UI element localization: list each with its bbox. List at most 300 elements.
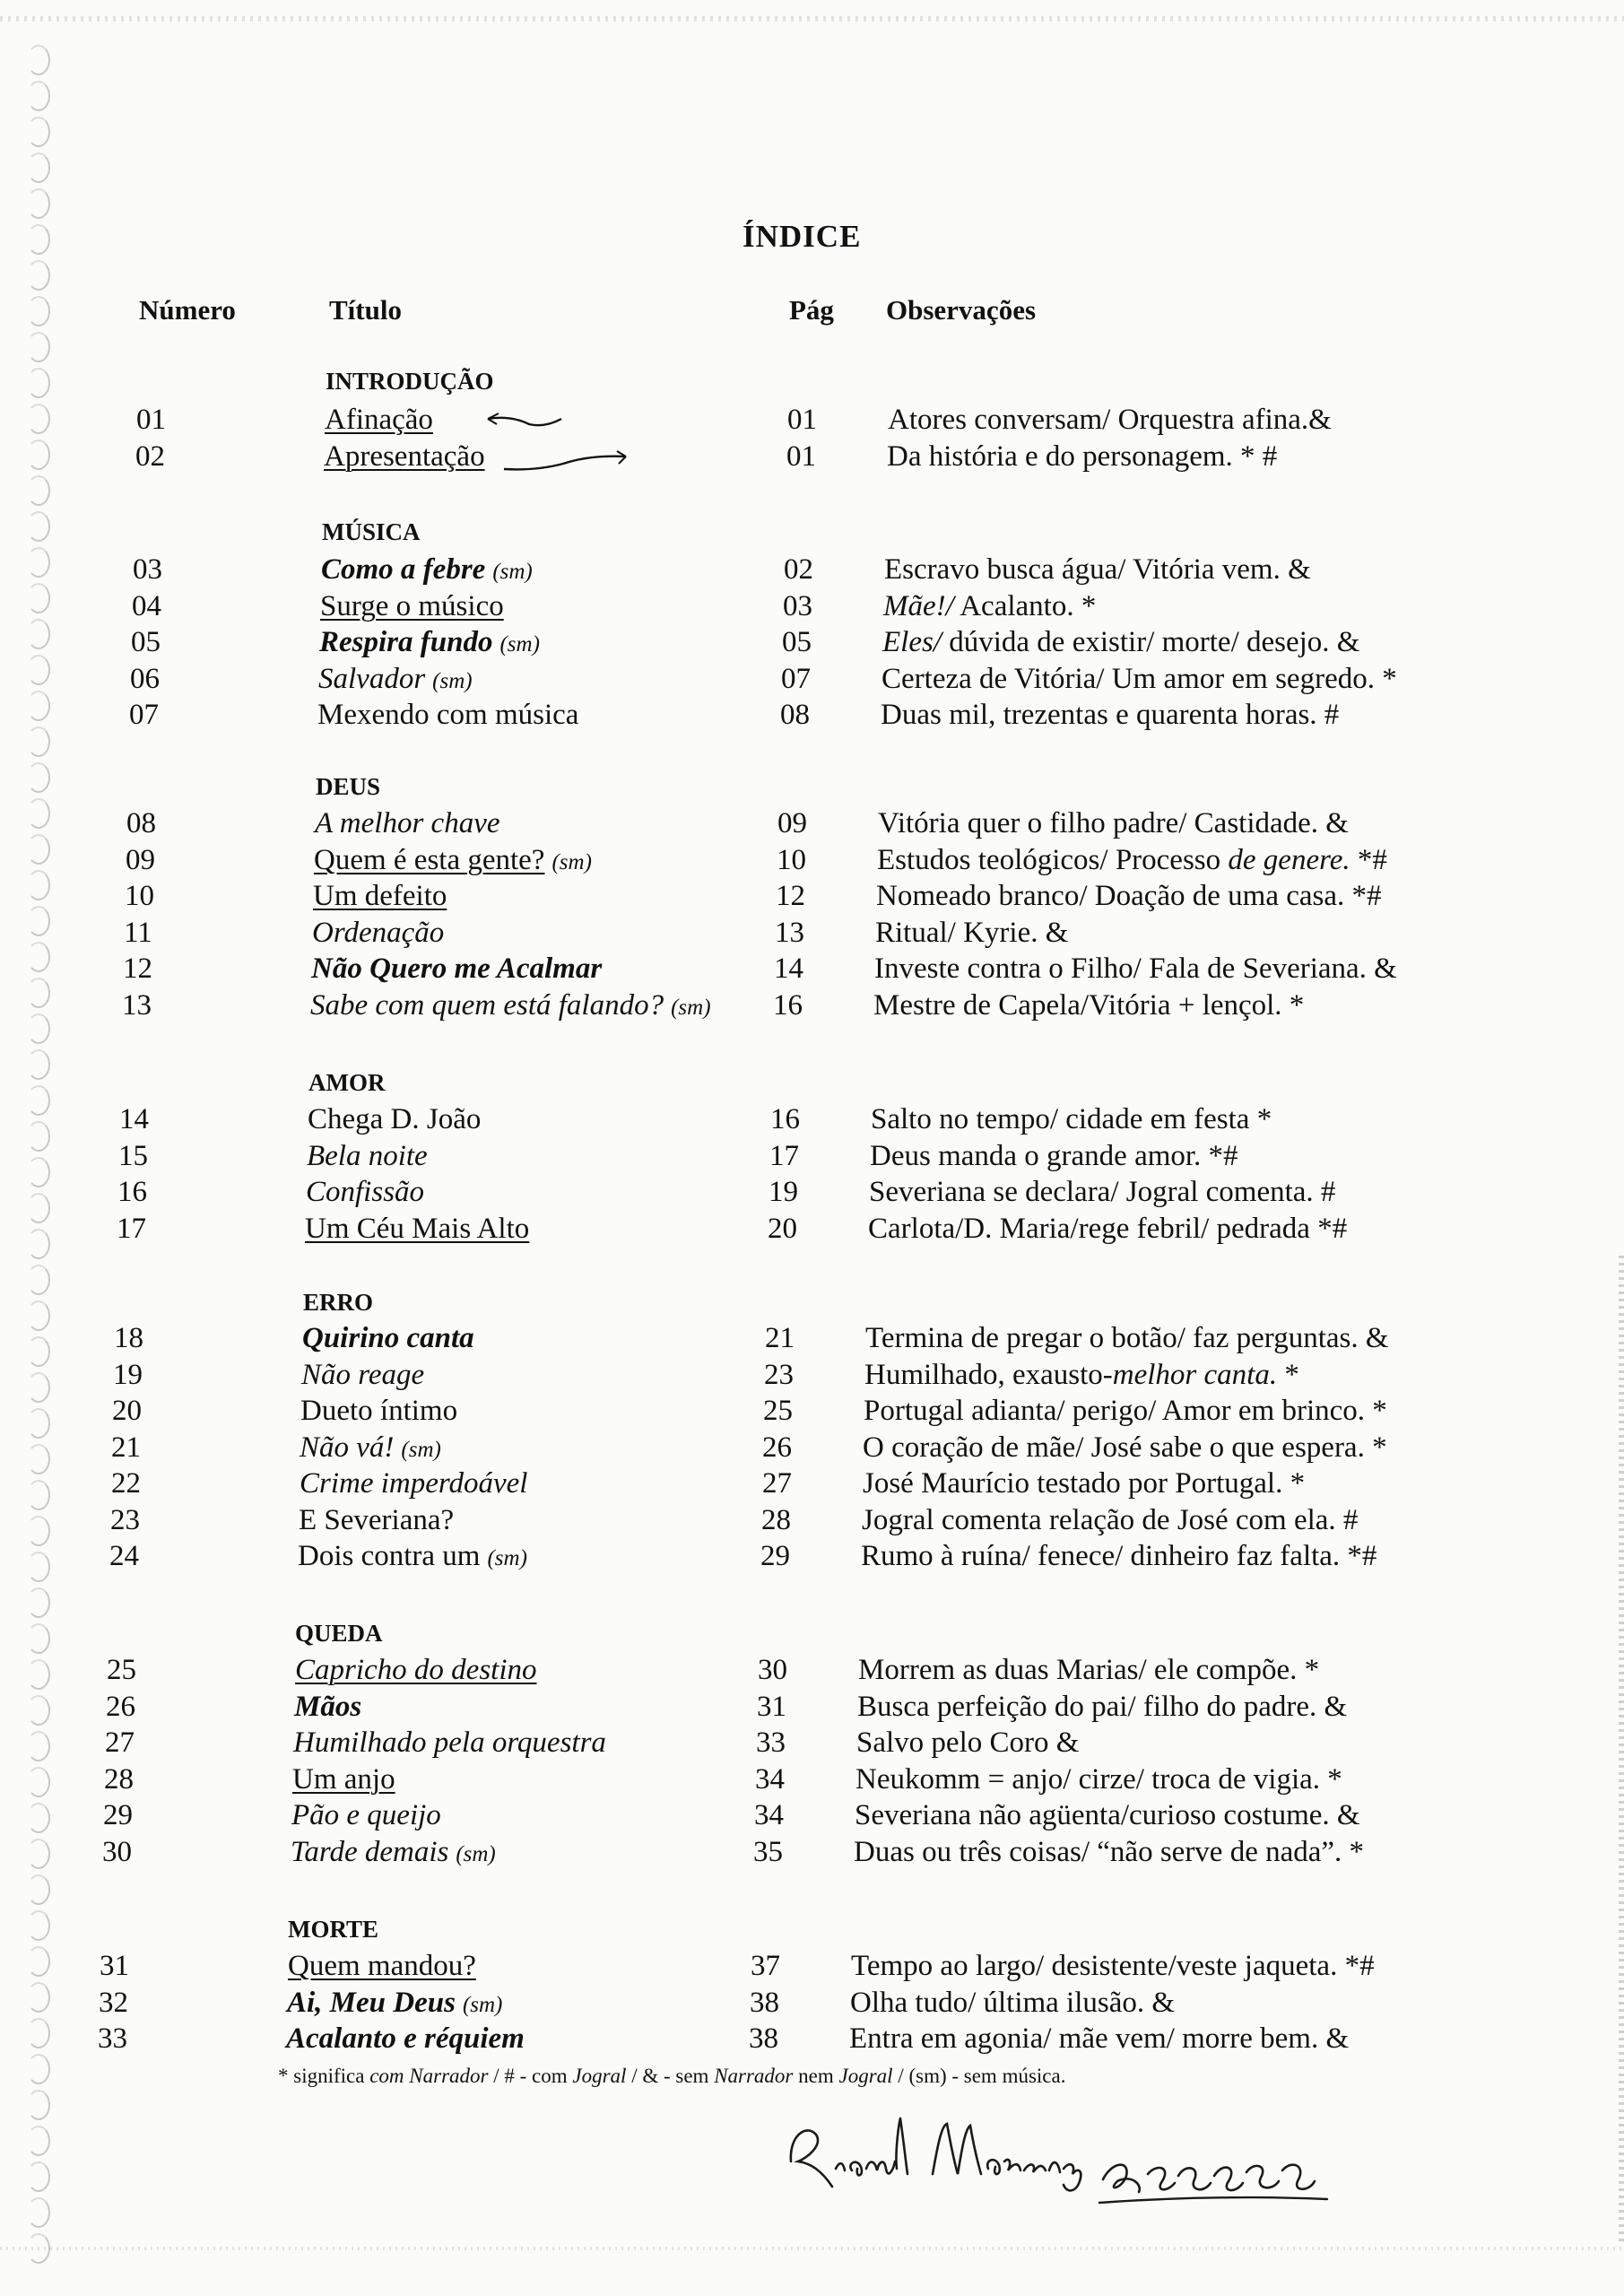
observacao-text: Portugal adianta/ perigo/ Amor em brinco. *: [864, 1395, 1387, 1427]
row-title-cell: [319, 624, 540, 663]
row-number: 30: [102, 1836, 132, 1868]
binder-hole: [27, 224, 50, 255]
observacao-text: Nomeado branco/ Doação de uma casa. *#: [876, 880, 1382, 912]
binder-hole: [27, 117, 50, 147]
row-observacao: [864, 1393, 1387, 1429]
row-title-cell: [308, 1101, 481, 1137]
signature-text: Ricardo Moreira: [897, 2206, 903, 2207]
footnote-text: nem: [793, 2065, 839, 2087]
row-observacao: [887, 439, 1277, 474]
row-observacao: [878, 805, 1349, 841]
row-number: 02: [135, 440, 165, 473]
binder-hole: [27, 260, 50, 291]
binder-hole: [27, 2090, 50, 2120]
index-row: [0, 439, 1624, 474]
row-observacao: [855, 1761, 1342, 1797]
row-title: Acalanto e réquiem: [286, 2022, 525, 2055]
row-page: 10: [777, 844, 806, 876]
row-observacao: [876, 878, 1382, 914]
row-title-cell: [302, 1320, 474, 1356]
binder-hole: [27, 2161, 50, 2192]
index-row: [0, 1138, 1624, 1174]
row-title: Humilhado pela orquestra: [293, 1726, 606, 1759]
observacao-text: Duas ou três coisas/ “não serve de nada”. *: [854, 1836, 1365, 1868]
binder-hole: [27, 2233, 50, 2264]
row-page: 27: [762, 1467, 792, 1500]
row-title: Dois contra um: [298, 1540, 481, 1572]
observacao-text: Olha tudo/ última ilusão. &: [850, 1987, 1176, 2019]
observacao-italic: Eles/: [882, 626, 942, 658]
row-page: 02: [784, 553, 813, 586]
row-number: 13: [122, 989, 152, 1022]
observacao-text: Ritual/ Kyrie. &: [875, 917, 1069, 949]
row-observacao: [888, 402, 1332, 438]
row-observacao: [849, 2021, 1349, 2057]
row-title: Surge o músico: [320, 590, 504, 622]
index-row: [0, 951, 1624, 987]
observacao-text: Vitória quer o filho padre/ Castidade. &: [878, 807, 1349, 839]
row-title-cell: [291, 1834, 496, 1873]
row-number: 19: [113, 1359, 143, 1391]
sem-musica-tag: (sm): [671, 996, 711, 1020]
row-number: 06: [130, 663, 160, 695]
scan-artifact-bottom: [0, 2247, 1624, 2250]
sem-musica-tag: (sm): [432, 669, 473, 693]
row-title: Um Céu Mais Alto: [305, 1213, 530, 1245]
row-observacao: [851, 1948, 1375, 1984]
index-row: [0, 1393, 1624, 1429]
row-observacao: [875, 915, 1068, 951]
row-page: 38: [750, 1987, 779, 2019]
observacao-text: Severiana não agüenta/curioso costume. &: [855, 1799, 1360, 1831]
index-row: [0, 915, 1624, 951]
row-title: Apresentação: [324, 440, 485, 473]
row-number: 15: [118, 1140, 148, 1172]
index-row: [0, 624, 1624, 660]
observacao-text: Estudos teológicos/ Processo: [877, 844, 1229, 876]
row-number: 05: [131, 626, 161, 658]
observacao-italic: de genere.: [1228, 844, 1350, 876]
row-title-cell: [314, 842, 592, 881]
row-title-cell: [292, 1761, 395, 1797]
section-heading: AMOR: [308, 1069, 386, 1096]
row-number: 08: [126, 807, 156, 839]
observacao-text: Humilhado, exausto-: [864, 1359, 1113, 1391]
index-row: [0, 1985, 1624, 2021]
row-observacao: [858, 1652, 1319, 1688]
row-title-cell: [300, 1430, 441, 1468]
row-observacao: [882, 624, 1359, 660]
index-row: [0, 1101, 1624, 1137]
index-row: [0, 552, 1624, 587]
row-title-cell: [311, 951, 602, 987]
section-heading: INTRODUÇÃO: [326, 368, 494, 395]
observacao-text: O coração de mãe/ José sabe o que espera. *: [863, 1431, 1387, 1464]
row-page: 05: [782, 626, 812, 658]
row-observacao: [863, 1430, 1387, 1465]
index-row: [0, 1538, 1624, 1574]
sem-musica-tag: (sm): [401, 1438, 441, 1462]
row-page: 03: [783, 590, 812, 622]
footnote-text: / # - com: [488, 2065, 573, 2087]
row-page: 30: [758, 1654, 787, 1686]
row-observacao: [870, 1138, 1238, 1174]
row-number: 28: [104, 1763, 134, 1796]
row-title: Um anjo: [292, 1763, 395, 1796]
row-title: Um defeito: [313, 880, 447, 912]
row-title-cell: [288, 1948, 476, 1984]
row-page: 34: [754, 1799, 784, 1831]
observacao-text: Carlota/D. Maria/rege febril/ pedrada *#: [868, 1213, 1348, 1245]
binder-hole: [27, 1587, 50, 1618]
row-number: 16: [117, 1176, 147, 1208]
row-page: 23: [764, 1359, 794, 1391]
handwritten-arrow-icon: [500, 444, 635, 474]
row-number: 22: [111, 1467, 141, 1500]
handwritten-signature: [780, 2099, 1408, 2215]
page-title: ÍNDICE: [743, 219, 862, 254]
row-number: 21: [111, 1431, 141, 1464]
row-title-cell: [305, 1211, 529, 1247]
row-title-cell: [301, 1357, 424, 1393]
observacao-text: Investe contra o Filho/ Fala de Severiana. &: [874, 952, 1397, 985]
row-number: 10: [125, 880, 154, 912]
row-title: Salvador: [318, 663, 426, 695]
row-title: Confissão: [306, 1176, 425, 1208]
binder-hole: [27, 1265, 50, 1295]
row-number: 04: [132, 590, 161, 622]
binder-hole: [27, 475, 50, 506]
column-header-pag: Pág: [789, 294, 834, 326]
row-observacao: [861, 1538, 1376, 1574]
row-observacao: [850, 1985, 1175, 2021]
row-observacao: [854, 1834, 1364, 1870]
section-heading: DEUS: [316, 773, 381, 800]
binder-hole: [27, 1623, 50, 1654]
row-title-cell: [293, 1725, 606, 1761]
row-number: 32: [99, 1987, 128, 2019]
row-observacao: [881, 697, 1339, 733]
index-row: [0, 1502, 1624, 1538]
index-row: [0, 805, 1624, 841]
row-page: 34: [755, 1763, 785, 1796]
row-title: Mãos: [294, 1691, 362, 1723]
row-title: Tarde demais: [291, 1836, 449, 1868]
row-title: Quem mandou?: [288, 1950, 476, 1982]
row-title: Quem é esta gente?: [314, 844, 545, 876]
row-observacao: [856, 1725, 1079, 1761]
footnote-text: Jogral: [572, 2065, 627, 2087]
row-title: Não reage: [301, 1359, 425, 1391]
row-page: 07: [781, 663, 811, 695]
footnote-text: com Narrador: [369, 2065, 489, 2087]
row-number: 18: [114, 1322, 143, 1354]
row-title: Não Quero me Acalmar: [311, 952, 603, 985]
row-page: 01: [787, 404, 817, 436]
row-number: 24: [109, 1540, 139, 1572]
signature-number: 25032553: [1139, 2206, 1142, 2207]
row-observacao: [874, 951, 1397, 987]
binder-hole: [27, 368, 50, 398]
footnote-text: / & - sem: [626, 2065, 715, 2087]
index-row: [0, 1761, 1624, 1797]
row-observacao: [857, 1689, 1347, 1725]
index-row: [0, 842, 1624, 878]
column-header-numero: Número: [139, 294, 236, 326]
row-page: 35: [753, 1836, 783, 1868]
row-number: 07: [129, 699, 159, 731]
binder-hole: [27, 2197, 50, 2228]
row-page: 25: [763, 1395, 793, 1427]
row-page: 01: [786, 440, 816, 473]
row-number: 03: [133, 553, 162, 586]
row-observacao: [871, 1101, 1272, 1137]
binder-hole: [27, 45, 50, 75]
row-title: Ordenação: [312, 917, 445, 949]
binder-hole: [27, 1049, 50, 1080]
section-heading: QUEDA: [295, 1620, 383, 1647]
row-title-cell: [291, 1797, 441, 1833]
observacao-text: Da história e do personagem. * #: [887, 440, 1278, 473]
row-number: 27: [105, 1726, 135, 1759]
section-heading: MÚSICA: [322, 518, 421, 545]
row-observacao: [877, 842, 1387, 878]
row-number: 20: [112, 1395, 142, 1427]
row-title-cell: [313, 878, 447, 914]
index-row: [0, 1797, 1624, 1833]
row-title-cell: [318, 661, 473, 700]
index-row: [0, 1357, 1624, 1393]
row-title: Bela noite: [307, 1140, 428, 1172]
row-title-cell: [320, 588, 504, 624]
observacao-text: Mestre de Capela/Vitória + lençol. *: [873, 989, 1305, 1022]
binder-hole: [27, 152, 50, 183]
row-number: 26: [106, 1691, 135, 1723]
row-title-cell: [325, 402, 433, 438]
observacao-text: Acalanto. *: [953, 590, 1097, 622]
row-title-cell: [287, 1985, 502, 2023]
row-title: Afinação: [325, 404, 433, 436]
index-row: [0, 878, 1624, 914]
row-title: E Severiana?: [299, 1504, 455, 1536]
observacao-text: *: [1277, 1359, 1299, 1391]
row-observacao: [864, 1357, 1299, 1393]
binder-hole: [27, 511, 50, 542]
row-page: 21: [765, 1322, 795, 1354]
row-number: 23: [110, 1504, 140, 1536]
row-title-cell: [310, 987, 711, 1026]
index-row: [0, 1725, 1624, 1761]
row-page: 08: [780, 699, 810, 731]
row-title: Dueto íntimo: [300, 1395, 458, 1427]
index-row: [0, 1320, 1624, 1356]
footnote-text: * significa: [278, 2065, 370, 2087]
row-title-cell: [300, 1393, 457, 1429]
row-title-cell: [317, 697, 578, 733]
observacao-text: José Maurício testado por Portugal. *: [863, 1467, 1306, 1500]
sem-musica-tag: (sm): [462, 1993, 503, 2017]
row-observacao: [863, 1465, 1305, 1501]
footnote: [278, 2065, 1065, 2088]
observacao-text: Entra em agonia/ mãe vem/ morre bem. &: [849, 2022, 1350, 2055]
row-page: 31: [757, 1691, 786, 1723]
observacao-text: Tempo ao largo/ desistente/veste jaqueta. *#: [851, 1950, 1375, 1982]
observacao-text: dúvida de existir/ morte/ desejo. &: [941, 626, 1360, 658]
row-page: 16: [773, 989, 803, 1022]
index-row: [0, 588, 1624, 624]
observacao-text: Jogral comenta relação de José com ela. #: [862, 1504, 1359, 1536]
observacao-text: Neukomm = anjo/ cirze/ troca de vigia. *: [855, 1763, 1342, 1796]
row-title: Mexendo com música: [317, 699, 579, 731]
observacao-text: Certeza de Vitória/ Um amor em segredo. *: [881, 663, 1397, 695]
sem-musica-tag: (sm): [456, 1842, 496, 1866]
row-observacao: [862, 1502, 1358, 1538]
sem-musica-tag: (sm): [499, 632, 540, 657]
row-title: Capricho do destino: [295, 1654, 537, 1686]
observacao-text: Atores conversam/ Orquestra afina.&: [888, 404, 1332, 436]
binder-hole: [27, 1874, 50, 1905]
footnote-text: / (sm) - sem música.: [892, 2065, 1066, 2087]
binder-hole: [27, 81, 50, 111]
scan-artifact-top: [0, 16, 1624, 22]
row-title-cell: [321, 552, 533, 590]
row-page: 17: [769, 1140, 799, 1172]
row-page: 28: [761, 1504, 791, 1536]
index-row: [0, 1430, 1624, 1465]
row-title: Ai, Meu Deus: [287, 1987, 456, 2019]
row-title-cell: [295, 1652, 537, 1688]
index-row: [0, 1652, 1624, 1688]
row-page: 37: [751, 1950, 780, 1982]
row-title-cell: [306, 1174, 424, 1210]
row-page: 14: [774, 952, 803, 985]
row-title: Pão e queijo: [291, 1799, 441, 1831]
row-title-cell: [315, 805, 500, 841]
row-number: 01: [136, 404, 166, 436]
row-title-cell: [286, 2021, 525, 2057]
row-title: Quirino canta: [302, 1322, 474, 1354]
section-heading: ERRO: [303, 1289, 374, 1316]
observacao-text: Salto no tempo/ cidade em festa *: [871, 1103, 1272, 1135]
row-title-cell: [300, 1465, 527, 1501]
column-header-observacoes: Observações: [886, 294, 1037, 326]
row-page: 12: [776, 880, 805, 912]
row-title-cell: [299, 1502, 454, 1538]
row-page: 19: [769, 1176, 798, 1208]
binder-hole: [27, 1910, 50, 1941]
observacao-text: Deus manda o grande amor. *#: [870, 1140, 1238, 1172]
row-observacao: [883, 588, 1096, 624]
binder-hole: [27, 332, 50, 362]
index-row: [0, 1465, 1624, 1501]
row-title: Chega D. João: [308, 1103, 482, 1135]
binder-hole: [27, 296, 50, 326]
row-page: 20: [768, 1213, 797, 1245]
row-page: 29: [760, 1540, 790, 1572]
observacao-text: Severiana se declara/ Jogral comenta. #: [869, 1176, 1336, 1208]
row-title-cell: [324, 439, 485, 474]
row-title: A melhor chave: [315, 807, 500, 839]
row-number: 33: [98, 2022, 127, 2055]
row-title-cell: [312, 915, 444, 951]
index-row: [0, 1174, 1624, 1210]
row-page: 33: [756, 1726, 786, 1759]
index-row: [0, 987, 1624, 1023]
observacao-text: Busca perfeição do pai/ filho do padre. &: [857, 1691, 1348, 1723]
sem-musica-tag: (sm): [551, 850, 592, 874]
row-title-cell: [298, 1538, 527, 1577]
index-row: [0, 661, 1624, 697]
row-page: 26: [762, 1431, 792, 1464]
column-header-titulo: Título: [329, 294, 402, 326]
observacao-text: Termina de pregar o botão/ faz perguntas. &: [865, 1322, 1389, 1354]
footnote-text: Jogral: [838, 2065, 893, 2087]
row-title-cell: [294, 1689, 361, 1725]
sem-musica-tag: (sm): [487, 1546, 527, 1570]
row-title: Sabe com quem está falando?: [310, 989, 664, 1022]
observacao-text: *#: [1350, 844, 1387, 876]
row-title: Como a febre: [321, 553, 486, 586]
index-row: [0, 1689, 1624, 1725]
row-number: 29: [103, 1799, 133, 1831]
row-number: 12: [123, 952, 152, 985]
row-observacao: [881, 661, 1397, 697]
row-observacao: [855, 1797, 1360, 1833]
row-number: 31: [100, 1950, 129, 1982]
row-number: 09: [126, 844, 155, 876]
row-number: 25: [107, 1654, 136, 1686]
observacao-italic: Mãe!/: [883, 590, 954, 622]
sem-musica-tag: (sm): [492, 560, 533, 584]
observacao-text: Escravo busca água/ Vitória vem. &: [884, 553, 1311, 586]
binder-hole: [27, 188, 50, 219]
row-number: 11: [124, 917, 152, 949]
index-row: [0, 402, 1624, 438]
row-title: Respira fundo: [319, 626, 493, 658]
row-observacao: [884, 552, 1311, 587]
index-row: [0, 697, 1624, 733]
observacao-text: Morrem as duas Marias/ ele compõe. *: [858, 1654, 1320, 1686]
row-title: Crime imperdoável: [300, 1467, 528, 1500]
row-observacao: [865, 1320, 1389, 1356]
index-row: [0, 1834, 1624, 1870]
observacao-italic: melhor canta.: [1112, 1359, 1278, 1391]
row-number: 14: [119, 1103, 149, 1135]
binder-hole: [27, 762, 50, 793]
row-observacao: [868, 1211, 1347, 1247]
footnote-text: Narrador: [714, 2065, 794, 2087]
index-row: [0, 1211, 1624, 1247]
binder-hole: [27, 2054, 50, 2084]
row-page: 13: [775, 917, 804, 949]
row-title-cell: [307, 1138, 428, 1174]
section-heading: MORTE: [288, 1916, 379, 1943]
handwritten-arrow-icon: [484, 408, 565, 435]
index-row: [0, 2021, 1624, 2057]
row-page: 09: [777, 807, 807, 839]
row-page: 38: [749, 2022, 778, 2055]
binder-hole: [27, 2126, 50, 2156]
row-number: 17: [117, 1213, 146, 1245]
index-row: [0, 1948, 1624, 1984]
row-page: 16: [770, 1103, 800, 1135]
observacao-text: Salvo pelo Coro &: [856, 1726, 1080, 1759]
row-observacao: [873, 987, 1304, 1023]
observacao-text: Duas mil, trezentas e quarenta horas. #: [881, 699, 1340, 731]
observacao-text: Rumo à ruína/ fenece/ dinheiro faz falta. *#: [861, 1540, 1377, 1572]
row-observacao: [869, 1174, 1335, 1210]
row-title: Não vá!: [300, 1431, 395, 1464]
